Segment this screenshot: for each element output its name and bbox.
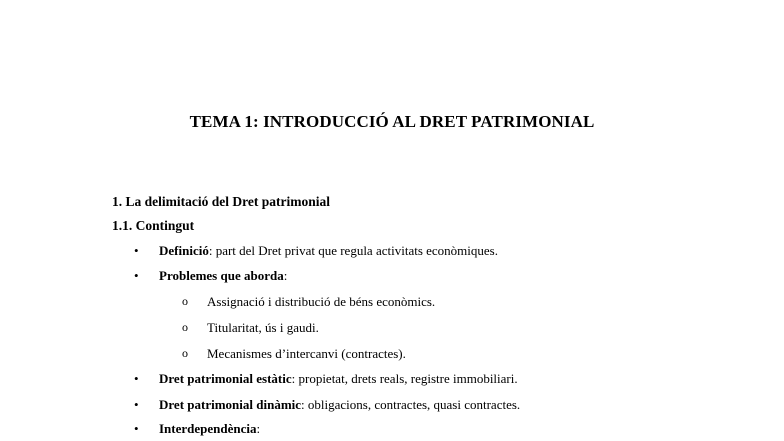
list-item-description: : propietat, drets reals, registre immobiliari.: [291, 371, 518, 386]
list-item-term: Problemes que aborda: [159, 268, 284, 283]
bullet-icon: •: [134, 421, 139, 436]
sub-bullet-icon: o: [182, 294, 188, 308]
bullet-icon: •: [134, 371, 139, 386]
list-item-text: [159, 268, 287, 284]
bullet-icon: •: [134, 397, 139, 412]
list-item-description: :: [256, 421, 261, 436]
sub-bullet-icon: o: [182, 320, 188, 334]
list-item-term: Interdependència: [159, 421, 257, 436]
sub-list-item-text: Titularitat, ús i gaudi.: [207, 320, 319, 335]
list-item-term: Dret patrimonial dinàmic: [159, 397, 302, 412]
sub-list-item-text: Mecanismes d’intercanvi (contractes).: [207, 346, 406, 361]
section-heading-1-1: 1.1. Contingut: [112, 218, 195, 233]
list-item-description: : part del Dret privat que regula activitats econòmiques.: [208, 243, 498, 258]
list-item-term: Definició: [159, 243, 209, 258]
list-item-description: : obligacions, contractes, quasi contractes.: [301, 397, 521, 412]
list-item-text: [159, 371, 518, 387]
list-item-text: [159, 243, 498, 259]
sub-bullet-icon: o: [182, 346, 188, 360]
list-item-text: [159, 397, 520, 413]
list-item-term: Dret patrimonial estàtic: [159, 371, 292, 386]
list-item-text: [159, 421, 260, 437]
document-title: TEMA 1: INTRODUCCIÓ AL DRET PATRIMONIAL: [189, 112, 595, 131]
sub-list-item-text: Assignació i distribució de béns econòmics.: [207, 294, 436, 309]
list-item-description: :: [283, 268, 288, 283]
section-heading-1: 1. La delimitació del Dret patrimonial: [112, 194, 330, 209]
bullet-icon: •: [134, 268, 139, 283]
bullet-icon: •: [134, 243, 139, 258]
